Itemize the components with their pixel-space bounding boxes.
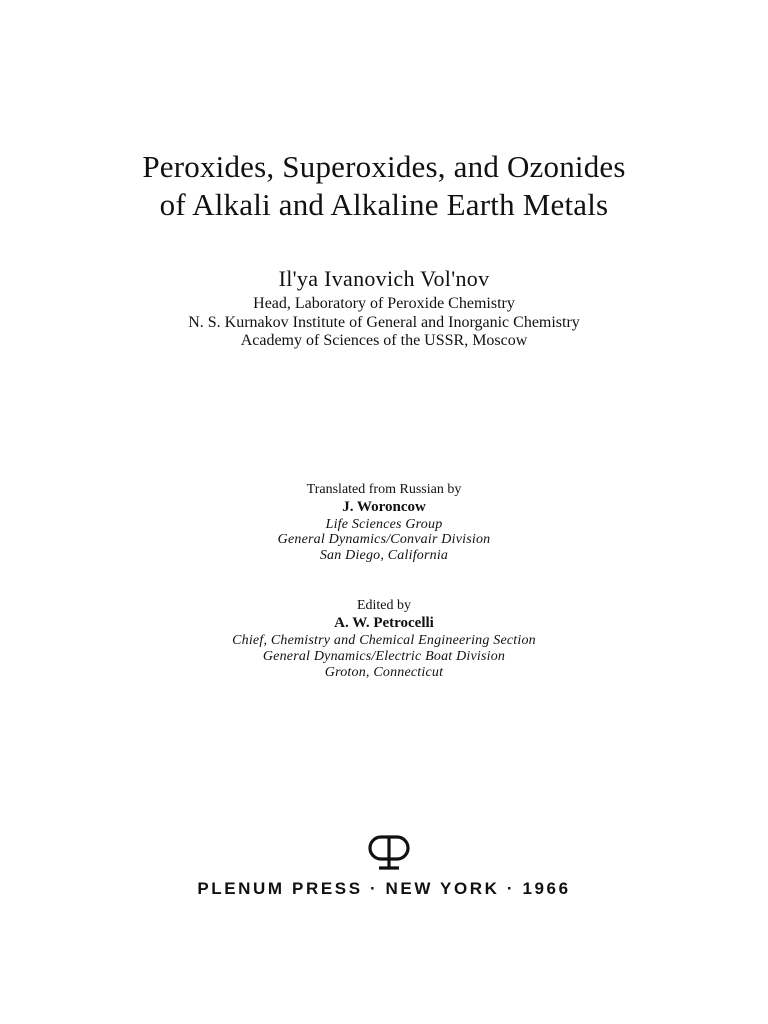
- translator-affiliation-1: Life Sciences Group: [325, 517, 443, 532]
- author-name: Il'ya Ivanovich Vol'nov: [278, 266, 490, 291]
- book-title-line-1: Peroxides, Superoxides, and Ozonides: [142, 149, 626, 184]
- translator-affiliation-2: General Dynamics/Convair Division: [277, 532, 491, 547]
- book-title-line-2: of Alkali and Alkaline Earth Metals: [159, 187, 609, 222]
- editor-affiliation-1: Chief, Chemistry and Chemical Engineering Section: [232, 633, 536, 648]
- editor-intro: Edited by: [356, 598, 412, 613]
- publisher-imprint: PLENUM PRESS · NEW YORK · 1966: [197, 879, 571, 898]
- author-affiliation-3: Academy of Sciences of the USSR, Moscow: [240, 332, 528, 349]
- author-affiliation-1: Head, Laboratory of Peroxide Chemistry: [253, 295, 515, 312]
- editor-affiliation-3: Groton, Connecticut: [324, 665, 444, 680]
- editor-name: A. W. Petrocelli: [334, 615, 434, 631]
- translator-intro: Translated from Russian by: [306, 482, 462, 497]
- translator-name: J. Woroncow: [342, 499, 426, 515]
- author-affiliation-2: N. S. Kurnakov Institute of General and Inorganic Chemistry: [188, 314, 580, 331]
- plenum-press-logo-icon: [361, 833, 417, 871]
- book-title: [0, 148, 768, 224]
- translator-affiliation-3: San Diego, California: [319, 548, 449, 563]
- editor-affiliation-2: General Dynamics/Electric Boat Division: [262, 649, 506, 664]
